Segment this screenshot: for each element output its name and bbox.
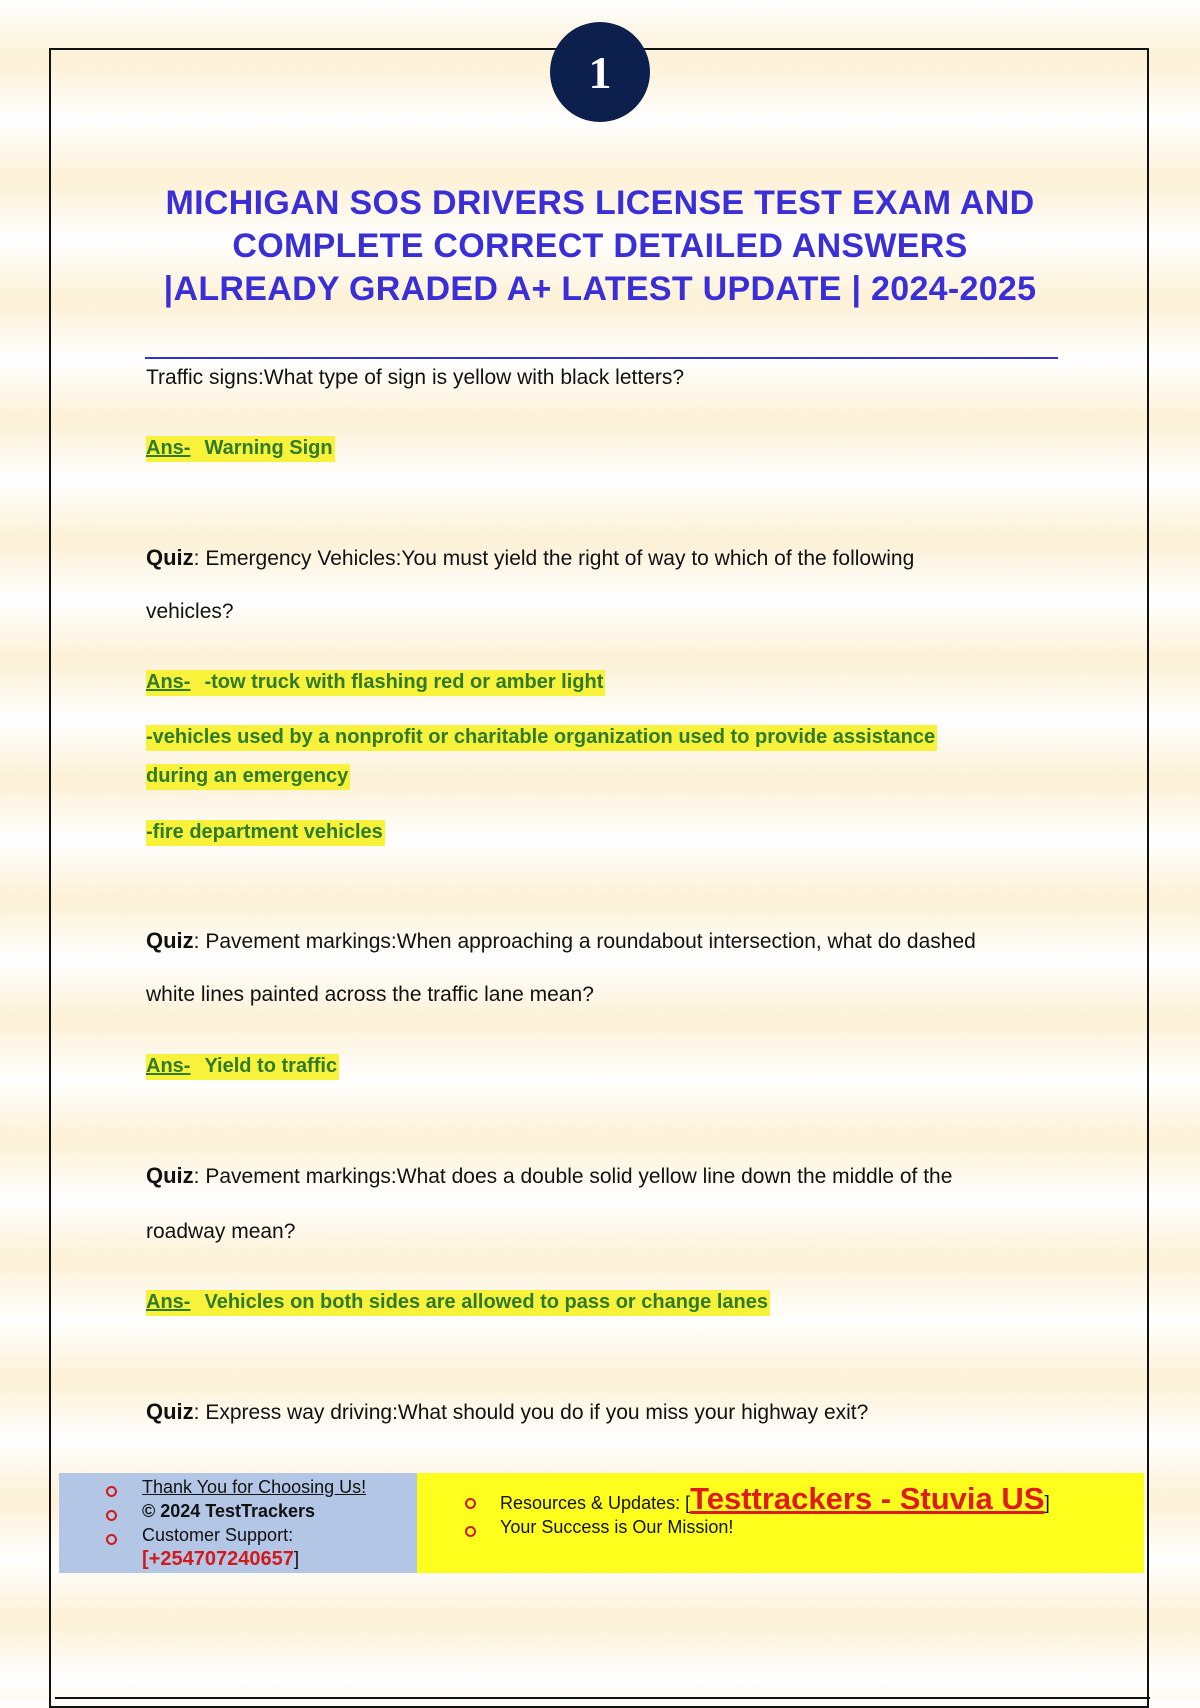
answer-text: Warning Sign bbox=[204, 437, 333, 459]
footer-right-panel bbox=[417, 1473, 1144, 1573]
answer-2-line-4: -fire department vehicles bbox=[146, 820, 385, 846]
circle-bullet-icon bbox=[106, 1486, 117, 1497]
resources-label: Resources & Updates: [ bbox=[500, 1493, 691, 1513]
answer-text: -tow truck with flashing red or amber light bbox=[204, 671, 604, 693]
answer-2-line-3: during an emergency bbox=[146, 764, 350, 790]
answer-prefix: Ans- bbox=[146, 1291, 191, 1313]
answer-prefix: Ans- bbox=[146, 1055, 191, 1077]
quiz-label: Quiz bbox=[146, 928, 194, 953]
circle-bullet-icon bbox=[106, 1510, 117, 1521]
document-title: MICHIGAN SOS DRIVERS LICENSE TEST EXAM AND COMPLETE CORRECT DETAILED ANSWERS |ALREADY GRADED A+ LATEST UPDATE | 2024-2025 bbox=[163, 184, 1037, 308]
bottom-divider bbox=[55, 1697, 1150, 1699]
question-text: : Pavement markings:When approaching a roundabout intersection, what do dashed bbox=[193, 930, 976, 953]
footer-left-panel bbox=[59, 1473, 417, 1573]
question-1: Traffic signs:What type of sign is yellow with black letters? bbox=[146, 366, 685, 389]
quiz-label: Quiz bbox=[146, 1163, 194, 1188]
answer-2-line-2: -vehicles used by a nonprofit or charitable organization used to provide assistance bbox=[146, 725, 937, 751]
support-phone[interactable]: [+254707240657 bbox=[142, 1548, 294, 1570]
question-3-continued: white lines painted across the traffic lane mean? bbox=[146, 983, 594, 1006]
answer-text: Yield to traffic bbox=[204, 1055, 338, 1077]
phone-bracket: ] bbox=[293, 1549, 300, 1570]
answer-text: Vehicles on both sides are allowed to pass or change lanes bbox=[204, 1291, 768, 1313]
question-2 bbox=[146, 545, 914, 571]
question-3 bbox=[146, 928, 976, 954]
brand-bracket: ] bbox=[1044, 1493, 1050, 1514]
question-text: : Emergency Vehicles:You must yield the right of way to which of the following bbox=[193, 547, 915, 570]
question-5 bbox=[146, 1399, 868, 1425]
answer-1 bbox=[146, 436, 335, 462]
circle-bullet-icon bbox=[106, 1534, 117, 1545]
quiz-label: Quiz bbox=[146, 545, 194, 570]
support-phone-link[interactable] bbox=[142, 1548, 299, 1571]
footer-mission: Your Success is Our Mission! bbox=[500, 1517, 734, 1537]
title-underline bbox=[145, 357, 1058, 359]
circle-bullet-icon bbox=[465, 1526, 476, 1537]
answer-2-line-1 bbox=[146, 670, 605, 696]
question-2-continued: vehicles? bbox=[146, 600, 234, 623]
footer-resources bbox=[500, 1481, 1050, 1517]
question-text: : Pavement markings:What does a double solid yellow line down the middle of the bbox=[193, 1165, 953, 1188]
answer-prefix: Ans- bbox=[146, 671, 191, 693]
answer-4 bbox=[146, 1290, 770, 1316]
footer-copyright: © 2024 TestTrackers bbox=[142, 1501, 316, 1521]
page-number-badge: 1 bbox=[550, 22, 650, 122]
circle-bullet-icon bbox=[465, 1498, 476, 1509]
question-4-continued: roadway mean? bbox=[146, 1220, 296, 1243]
question-4 bbox=[146, 1163, 952, 1189]
answer-3 bbox=[146, 1054, 339, 1080]
question-text: : Express way driving:What should you do if you miss your highway exit? bbox=[193, 1401, 869, 1424]
footer-thanks: Thank You for Choosing Us! bbox=[142, 1477, 367, 1497]
footer-support-label: Customer Support: bbox=[142, 1525, 294, 1545]
brand-link[interactable]: Testtrackers - Stuvia US bbox=[690, 1481, 1045, 1516]
answer-prefix: Ans- bbox=[146, 437, 191, 459]
quiz-label: Quiz bbox=[146, 1399, 194, 1424]
